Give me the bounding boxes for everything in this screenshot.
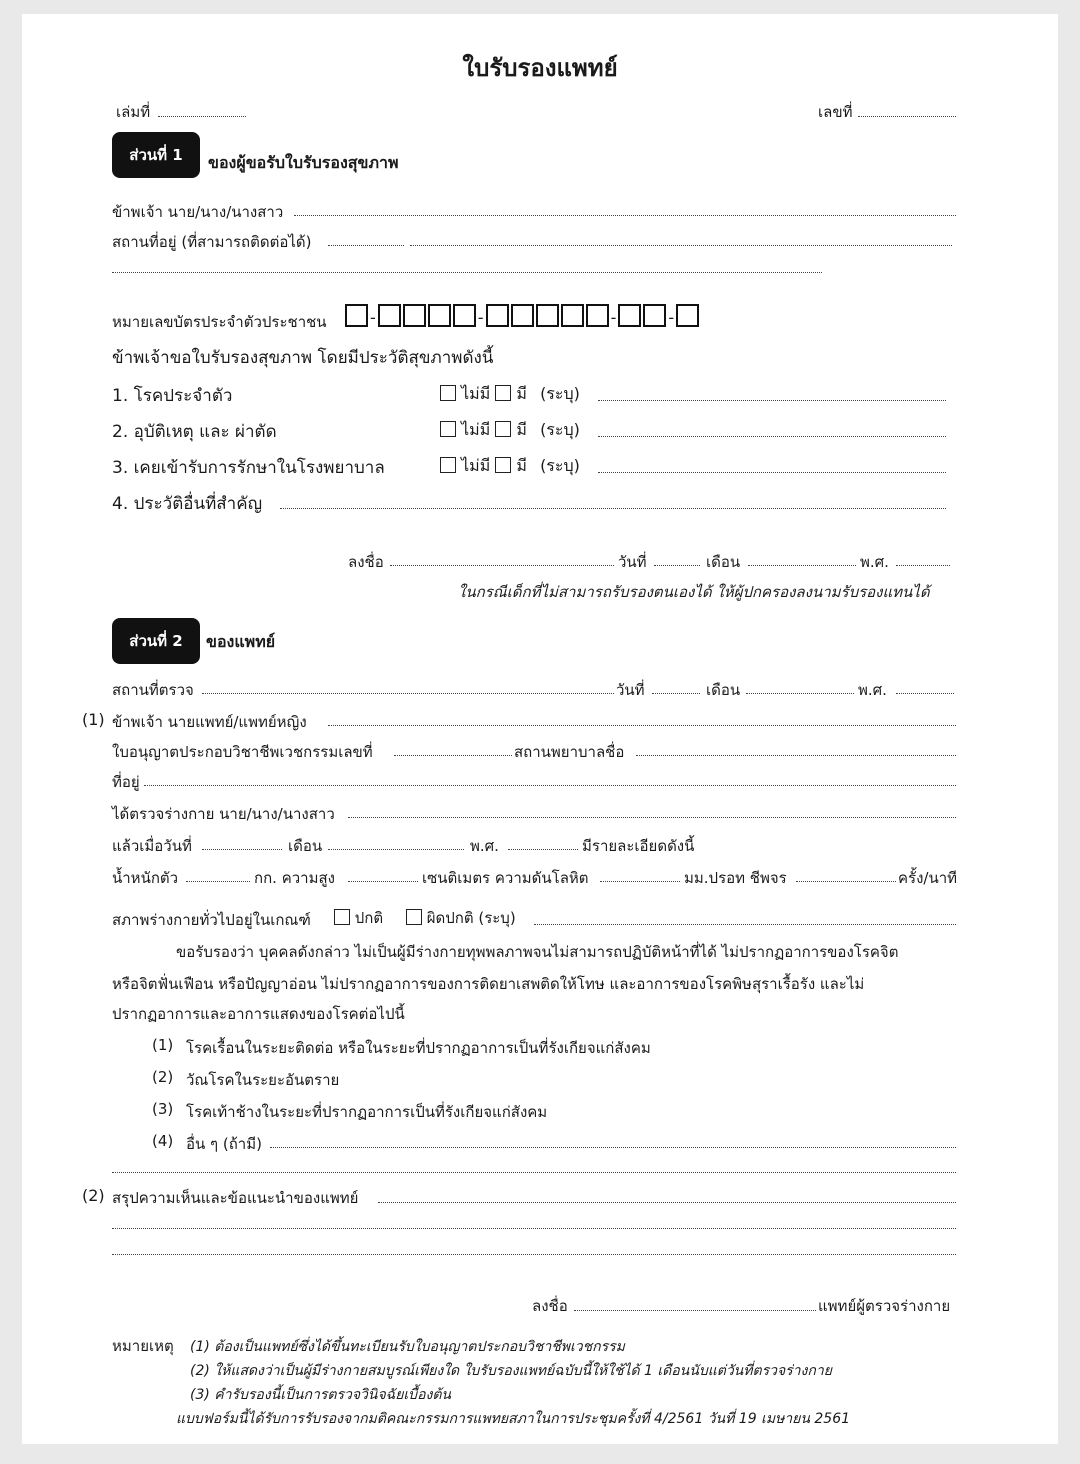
hospital-label: สถานพยาบาลชื่อ [514, 743, 625, 761]
height-field[interactable] [348, 881, 418, 882]
applicant-year-field[interactable] [896, 565, 950, 566]
history-options-3 [440, 454, 580, 479]
height-label: กก. ความสูง [254, 869, 335, 887]
other-disease-field-2[interactable] [112, 1172, 956, 1173]
exam-month-label: เดือน [706, 681, 741, 699]
applicant-day-label: วันที่ [618, 553, 647, 571]
summary-field-3[interactable] [112, 1254, 956, 1255]
applicant-month-field[interactable] [748, 565, 856, 566]
applicant-address-field-1[interactable] [328, 245, 404, 246]
doctor-sign-suffix: แพทย์ผู้ตรวจร่างกาย [818, 1297, 951, 1315]
applicant-name-label: ข้าพเจ้า นาย/นาง/นางสาว [112, 203, 284, 221]
disease-number-2: (2) [152, 1068, 174, 1086]
id-digit-box[interactable] [403, 304, 426, 327]
exam-date-month-label: เดือน [288, 837, 323, 855]
certificate-page [22, 14, 1058, 1444]
id-digit-box[interactable] [676, 304, 699, 327]
abnormal-option-label: ผิดปกติ (ระบุ) [426, 909, 516, 927]
history-label-3: 3. เคยเข้ารับการรักษาในโรงพยาบาล [112, 458, 385, 478]
condition-options [334, 906, 516, 930]
doc-no-field[interactable] [858, 116, 956, 117]
exam-month-field[interactable] [746, 693, 854, 694]
other-disease-field[interactable] [270, 1147, 956, 1148]
yes-option-label: มี [516, 384, 527, 403]
doctor-address-field[interactable] [144, 785, 956, 786]
disease-number-4: (4) [152, 1132, 174, 1150]
no-option-label: ไม่มี [461, 384, 491, 403]
blood-pressure-field[interactable] [600, 881, 680, 882]
applicant-signature-field[interactable] [390, 565, 614, 566]
doctor-sign-label: ลงชื่อ [532, 1297, 568, 1315]
id-digit-box[interactable] [486, 304, 509, 327]
other-history-label: 4. ประวัติอื่นที่สำคัญ [112, 494, 263, 514]
disease-number-1: (1) [152, 1036, 174, 1054]
notes-label: หมายเหตุ [112, 1337, 174, 1355]
disease-text-1: โรคเรื้อนในระยะติดต่อ หรือในระยะที่ปรากฏอาการเป็นที่รังเกียจแก่สังคม [186, 1039, 651, 1057]
id-digit-box[interactable] [428, 304, 451, 327]
certification-line-2: หรือจิตฟั่นเฟือน หรือปัญญาอ่อน ไม่ปรากฏอาการของการติดยาเสพติดให้โทษ และอาการของโรคพิษสุราเรื้อรัง และไม่ [112, 975, 865, 993]
weight-field[interactable] [186, 881, 250, 882]
certification-line-3: ปรากฏอาการและอาการแสดงของโรคต่อไปนี้ [112, 1005, 405, 1023]
doctor-signature-field[interactable] [574, 1310, 816, 1311]
disease-text-2: วัณโรคในระยะอันตราย [186, 1071, 340, 1089]
guardian-note: ในกรณีเด็กที่ไม่สามารถรับรองตนเองได้ ให้ผู้ปกครองลงนามรับรองแทนได้ [458, 583, 930, 601]
id-digit-box[interactable] [345, 304, 368, 327]
disease-text-3: โรคเท้าช้างในระยะที่ปรากฏอาการเป็นที่รังเกียจแก่สังคม [186, 1103, 548, 1121]
abnormal-checkbox[interactable] [406, 909, 422, 925]
license-field[interactable] [394, 755, 512, 756]
exam-place-label: สถานที่ตรวจ [112, 681, 194, 699]
exam-year-field[interactable] [896, 693, 954, 694]
id-digit-box[interactable] [511, 304, 534, 327]
history-options-1 [440, 382, 580, 407]
applicant-day-field[interactable] [654, 565, 700, 566]
doctor-name-field[interactable] [328, 725, 956, 726]
exam-year-label: พ.ศ. [858, 681, 887, 699]
note-1: (1) ต้องเป็นแพทย์ซึ่งได้ขึ้นทะเบียนรับใบอนุญาตประกอบวิชาชีพเวชกรรม [190, 1339, 625, 1355]
normal-option-label: ปกติ [354, 909, 384, 927]
id-digit-box[interactable] [561, 304, 584, 327]
pulse-unit: ครั้ง/นาที [898, 869, 958, 887]
history-1-yes-checkbox[interactable] [495, 385, 511, 401]
doc-no-label: เลขที่ [818, 103, 853, 121]
other-history-field[interactable] [280, 508, 946, 509]
part2-heading: ของแพทย์ [206, 632, 276, 651]
note-3: (3) คำรับรองนี้เป็นการตรวจวินิจฉัยเบื้องต้น [190, 1387, 451, 1403]
yes-option-label: มี [516, 456, 527, 475]
applicant-sign-label: ลงชื่อ [348, 553, 384, 571]
book-no-label: เล่มที่ [116, 103, 151, 121]
normal-checkbox[interactable] [334, 909, 350, 925]
abnormal-field[interactable] [534, 924, 956, 925]
history-label-1: 1. โรคประจำตัว [112, 386, 233, 406]
id-digit-box[interactable] [586, 304, 609, 327]
exam-date-year-field[interactable] [508, 849, 578, 850]
examined-person-label: ได้ตรวจร่างกาย นาย/นาง/นางสาว [112, 805, 335, 823]
history-2-no-checkbox[interactable] [440, 421, 456, 437]
note-2: (2) ให้แสดงว่าเป็นผู้มีร่างกายสมบูรณ์เพียงใด ใบรับรองแพทย์ฉบับนี้ให้ใช้ได้ 1 เดือนนับแต่วันที่ตรวจร่างกาย [190, 1363, 832, 1379]
exam-date-month-field[interactable] [328, 849, 464, 850]
blood-pressure-label: เซนติเมตร ความดันโลหิต [422, 869, 589, 887]
doctor-name-label: ข้าพเจ้า นายแพทย์/แพทย์หญิง [112, 713, 307, 731]
exam-date-year-label: พ.ศ. [470, 837, 499, 855]
applicant-address-label: สถานที่อยู่ (ที่สามารถติดต่อได้) [112, 233, 312, 251]
history-options-2 [440, 418, 580, 443]
history-2-field[interactable] [598, 436, 946, 437]
exam-date-label: แล้วเมื่อวันที่ [112, 837, 192, 855]
weight-label: น้ำหนักตัว [112, 869, 179, 887]
id-number-boxes[interactable]: - - - - [344, 304, 700, 327]
summary-field-2[interactable] [112, 1228, 956, 1229]
certification-line-1: ขอรับรองว่า บุคคลดังกล่าว ไม่เป็นผู้มีร่างกายทุพพลภาพจนไม่สามารถปฏิบัติหน้าที่ได้ ไม่ปรากฏอาการของโรคจิต [176, 943, 899, 961]
specify-label: (ระบุ) [540, 456, 580, 475]
history-3-yes-checkbox[interactable] [495, 457, 511, 473]
exam-day-label: วันที่ [616, 681, 645, 699]
document-title: ใบรับรองแพทย์ [462, 54, 618, 82]
details-label: มีรายละเอียดดังนี้ [582, 837, 695, 855]
doctor-address-label: ที่อยู่ [112, 773, 140, 791]
pulse-field[interactable] [796, 881, 896, 882]
item1-number: (1) [82, 710, 105, 729]
history-2-yes-checkbox[interactable] [495, 421, 511, 437]
yes-option-label: มี [516, 420, 527, 439]
id-number-label: หมายเลขบัตรประจำตัวประชาชน [112, 313, 327, 331]
specify-label: (ระบุ) [540, 384, 580, 403]
applicant-name-field[interactable] [294, 215, 956, 216]
summary-label: สรุปความเห็นและข้อแนะนำของแพทย์ [112, 1189, 359, 1207]
history-1-no-checkbox[interactable] [440, 385, 456, 401]
part1-heading: ของผู้ขอรับใบรับรองสุขภาพ [208, 153, 399, 172]
disease-number-3: (3) [152, 1100, 174, 1118]
pulse-label: มม.ปรอท ชีพจร [684, 869, 787, 887]
exam-day-field[interactable] [652, 693, 700, 694]
applicant-address-field-2[interactable] [410, 245, 952, 246]
approval-footer: แบบฟอร์มนี้ได้รับการรับรองจากมติคณะกรรมการแพทยสภาในการประชุมครั้งที่ 4/2561 วันที่ 19 เมษายน 2561 [176, 1411, 851, 1427]
exam-place-field[interactable] [202, 693, 614, 694]
disease-text-4: อื่น ๆ (ถ้ามี) [186, 1135, 262, 1153]
exam-date-day-field[interactable] [202, 849, 282, 850]
no-option-label: ไม่มี [461, 456, 491, 475]
history-3-field[interactable] [598, 472, 946, 473]
license-label: ใบอนุญาตประกอบวิชาชีพเวชกรรมเลขที่ [112, 743, 373, 761]
examined-person-field[interactable] [348, 817, 956, 818]
id-digit-box[interactable] [453, 304, 476, 327]
id-digit-box[interactable] [618, 304, 641, 327]
specify-label: (ระบุ) [540, 420, 580, 439]
general-condition-label: สภาพร่างกายทั่วไปอยู่ในเกณฑ์ [112, 911, 311, 929]
id-digit-box[interactable] [378, 304, 401, 327]
summary-field-1[interactable] [378, 1202, 956, 1203]
part1-badge: ส่วนที่ 1 [112, 132, 200, 178]
history-3-no-checkbox[interactable] [440, 457, 456, 473]
item2-number: (2) [82, 1186, 105, 1205]
health-history-intro: ข้าพเจ้าขอใบรับรองสุขภาพ โดยมีประวัติสุขภาพดังนี้ [112, 348, 494, 368]
id-digit-box[interactable] [536, 304, 559, 327]
history-label-2: 2. อุบัติเหตุ และ ผ่าตัด [112, 422, 277, 442]
applicant-month-label: เดือน [706, 553, 741, 571]
hospital-field[interactable] [636, 755, 956, 756]
applicant-address-field-3[interactable] [112, 272, 822, 273]
applicant-year-label: พ.ศ. [860, 553, 889, 571]
part2-badge: ส่วนที่ 2 [112, 618, 200, 664]
book-no-field[interactable] [158, 116, 246, 117]
id-digit-box[interactable] [643, 304, 666, 327]
history-1-field[interactable] [598, 400, 946, 401]
no-option-label: ไม่มี [461, 420, 491, 439]
